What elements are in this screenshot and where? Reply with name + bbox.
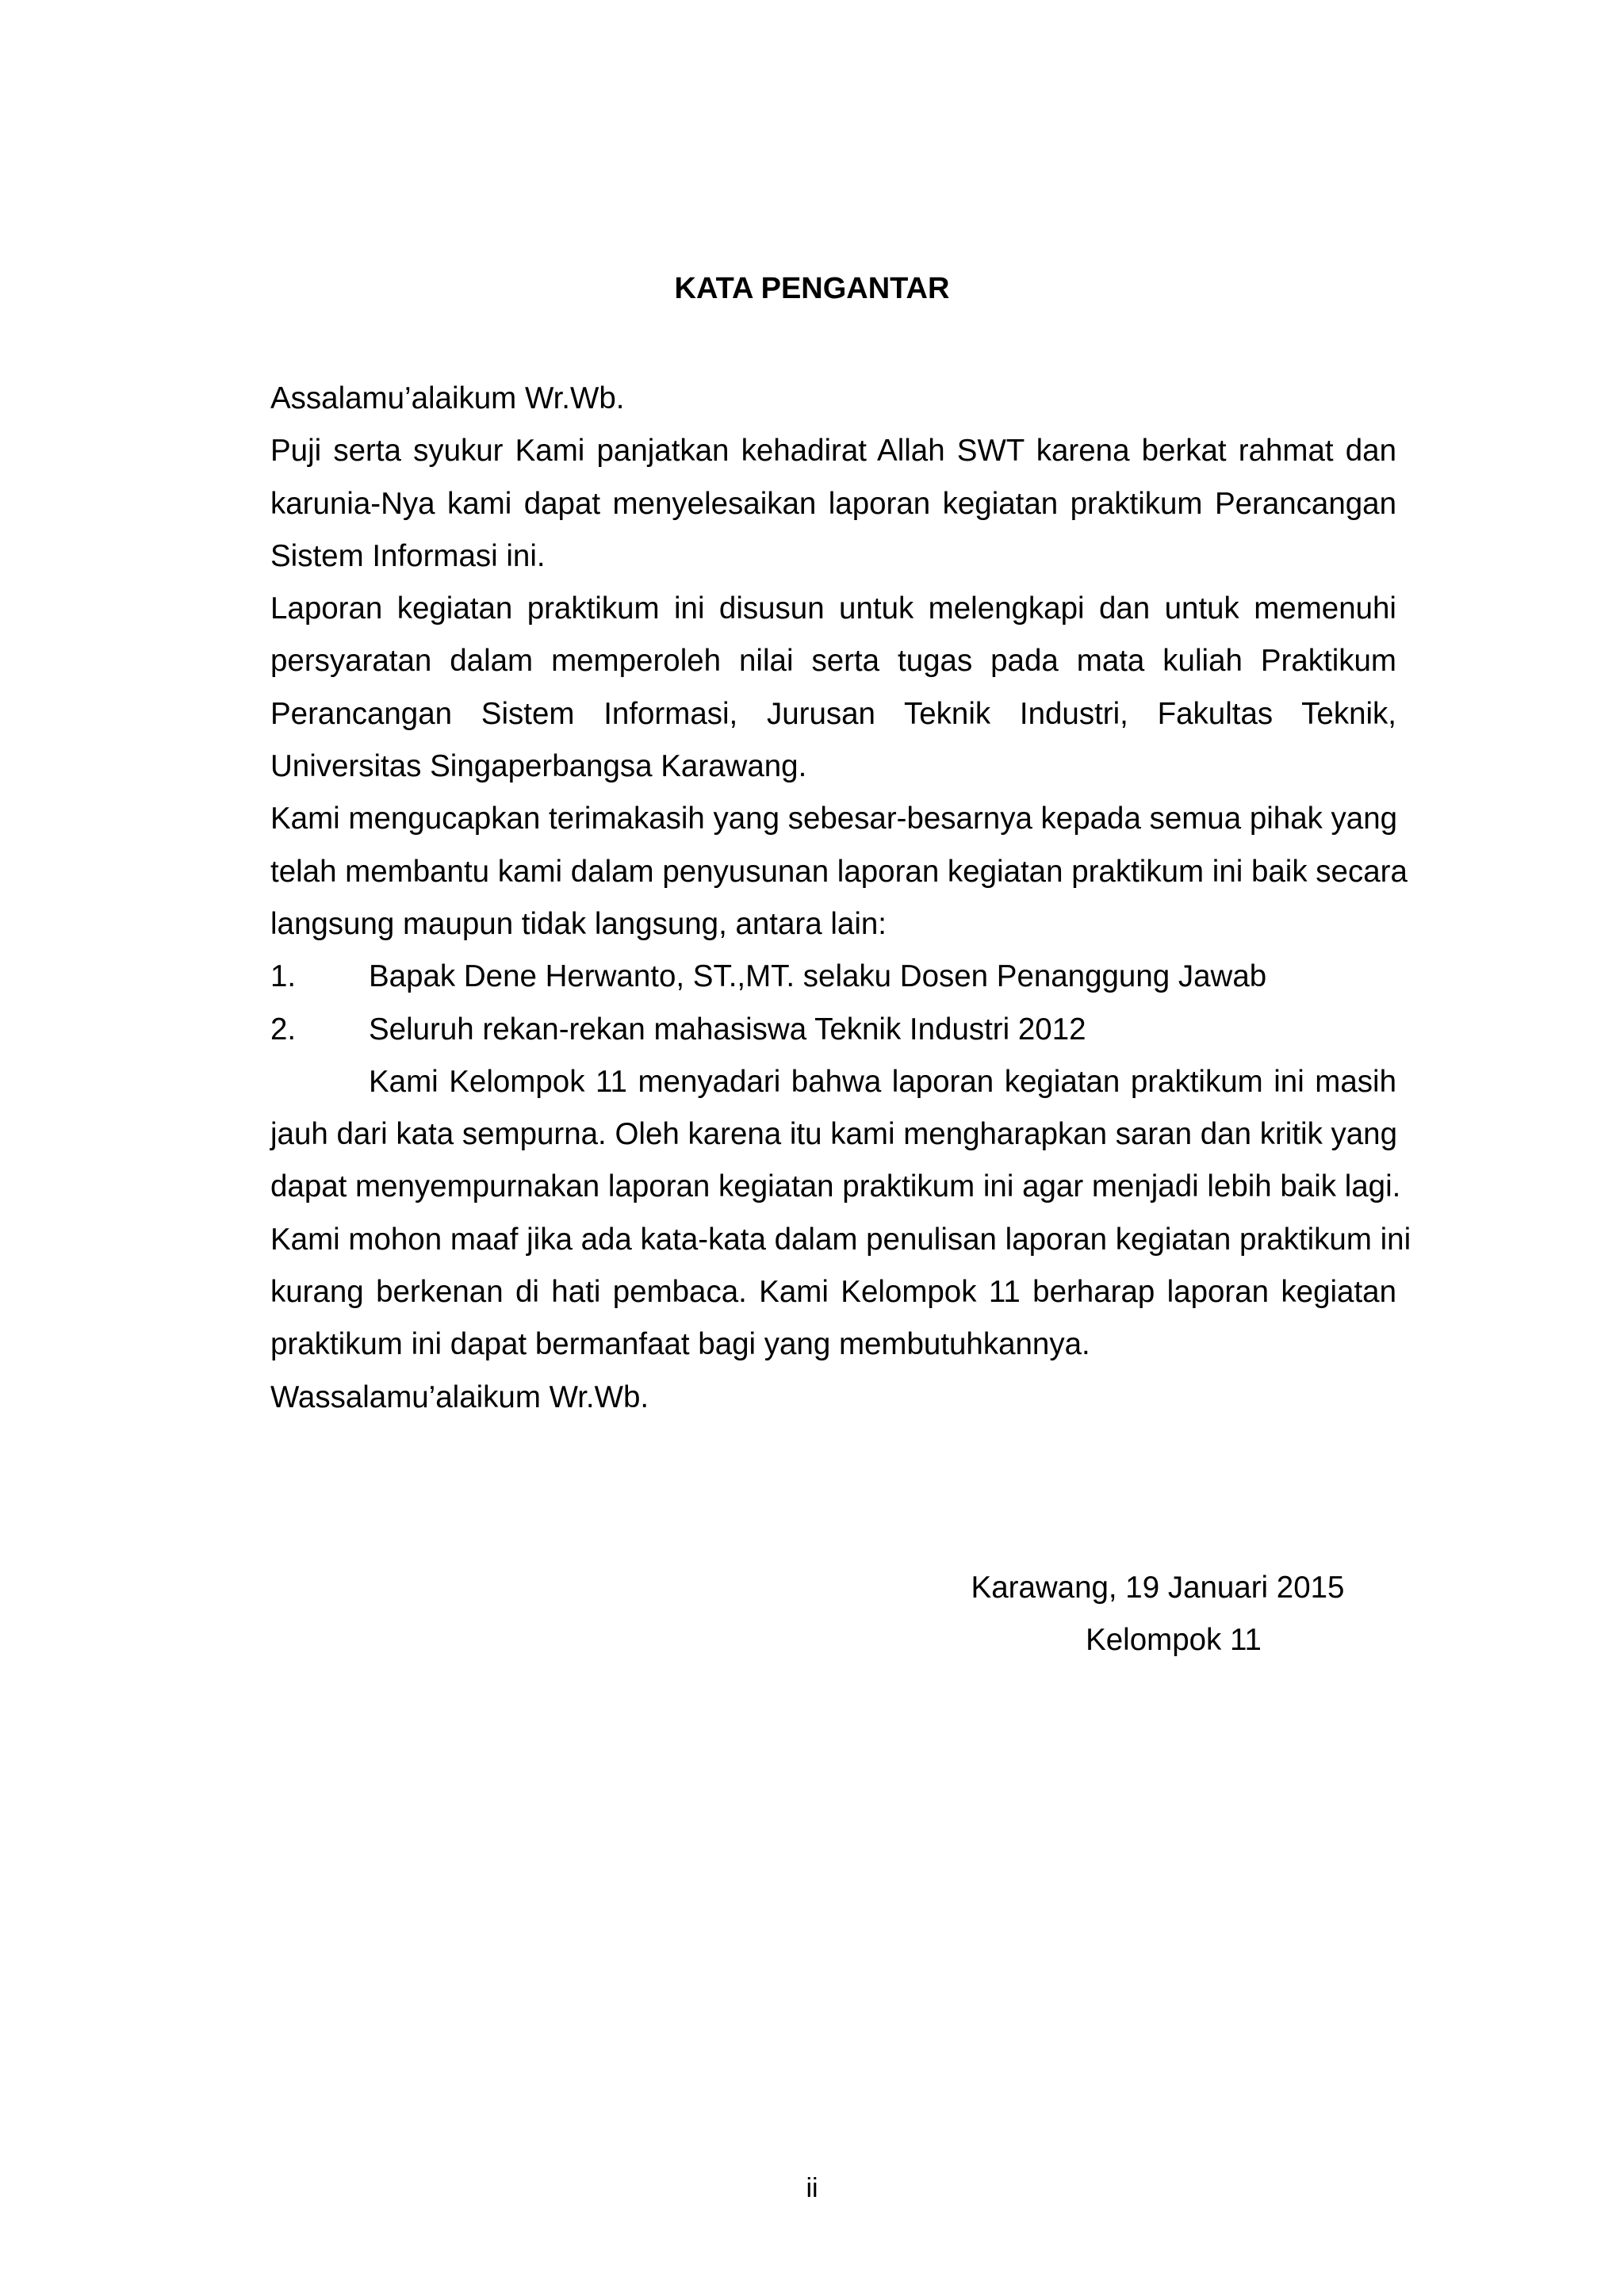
list-item-number: 2.: [270, 1012, 297, 1047]
list-item-text: Bapak Dene Herwanto, ST.,MT. selaku Dosen Penanggung Jawab: [369, 959, 1267, 994]
paragraph-4-line: dapat menyempurnakan laporan kegiatan praktikum ini agar menjadi lebih baik lagi.: [270, 1169, 1401, 1204]
paragraph-4-line: jauh dari kata sempurna. Oleh karena itu kami mengharapkan saran dan kritik yang: [270, 1117, 1398, 1152]
list-item-number: 1.: [270, 959, 297, 994]
opening-greeting: Assalamu’alaikum Wr.Wb.: [270, 381, 625, 415]
signature-group: Kelompok 11: [1086, 1623, 1262, 1657]
closing-greeting: Wassalamu’alaikum Wr.Wb.: [270, 1380, 649, 1414]
page-number: ii: [806, 2173, 818, 2203]
paragraph-4-line: kurang berkenan di hati pembaca. Kami Kelompok 11 berharap laporan kegiatan: [270, 1275, 1396, 1310]
list-item-text: Seluruh rekan-rekan mahasiswa Teknik Industri 2012: [369, 1012, 1086, 1047]
paragraph-3-line: langsung maupun tidak langsung, antara lain:: [270, 906, 887, 941]
signature-place-date: Karawang, 19 Januari 2015: [971, 1571, 1345, 1605]
signature-block: [952, 1562, 1364, 1667]
paragraph-2-line: Universitas Singaperbangsa Karawang.: [270, 749, 807, 784]
paragraph-1-line: karunia-Nya kami dapat menyelesaikan laporan kegiatan praktikum Perancangan: [270, 486, 1396, 521]
paragraph-4-line: praktikum ini dapat bermanfaat bagi yang membutuhkannya.: [270, 1327, 1090, 1362]
paragraph-2-line: Perancangan Sistem Informasi, Jurusan Teknik Industri, Fakultas Teknik,: [270, 696, 1396, 731]
paragraph-indent: [270, 1056, 369, 1108]
paragraph-2-line: persyaratan dalam memperoleh nilai serta tugas pada mata kuliah Praktikum: [270, 644, 1396, 679]
paragraph-1-line: Sistem Informasi ini.: [270, 538, 546, 573]
document-body: [270, 373, 1411, 1424]
paragraph-4-line: Kami mohon maaf jika ada kata-kata dalam penulisan laporan kegiatan praktikum ini: [270, 1222, 1411, 1257]
paragraph-2-line: Laporan kegiatan praktikum ini disusun untuk melengkapi dan untuk memenuhi: [270, 591, 1396, 626]
paragraph-4-line: Kami Kelompok 11 menyadari bahwa laporan kegiatan praktikum ini masih: [369, 1064, 1396, 1099]
paragraph-3-line: Kami mengucapkan terimakasih yang sebesar-besarnya kepada semua pihak yang: [270, 802, 1398, 836]
paragraph-1-line: Puji serta syukur Kami panjatkan kehadirat Allah SWT karena berkat rahmat dan: [270, 434, 1396, 469]
page-title: KATA PENGANTAR: [674, 272, 950, 305]
list-item: [270, 1004, 1396, 1056]
list-item: [270, 951, 1396, 1003]
paragraph-3-line: telah membantu kami dalam penyusunan laporan kegiatan praktikum ini baik secara: [270, 854, 1408, 889]
paragraph-4-first-line: [270, 1056, 1396, 1108]
